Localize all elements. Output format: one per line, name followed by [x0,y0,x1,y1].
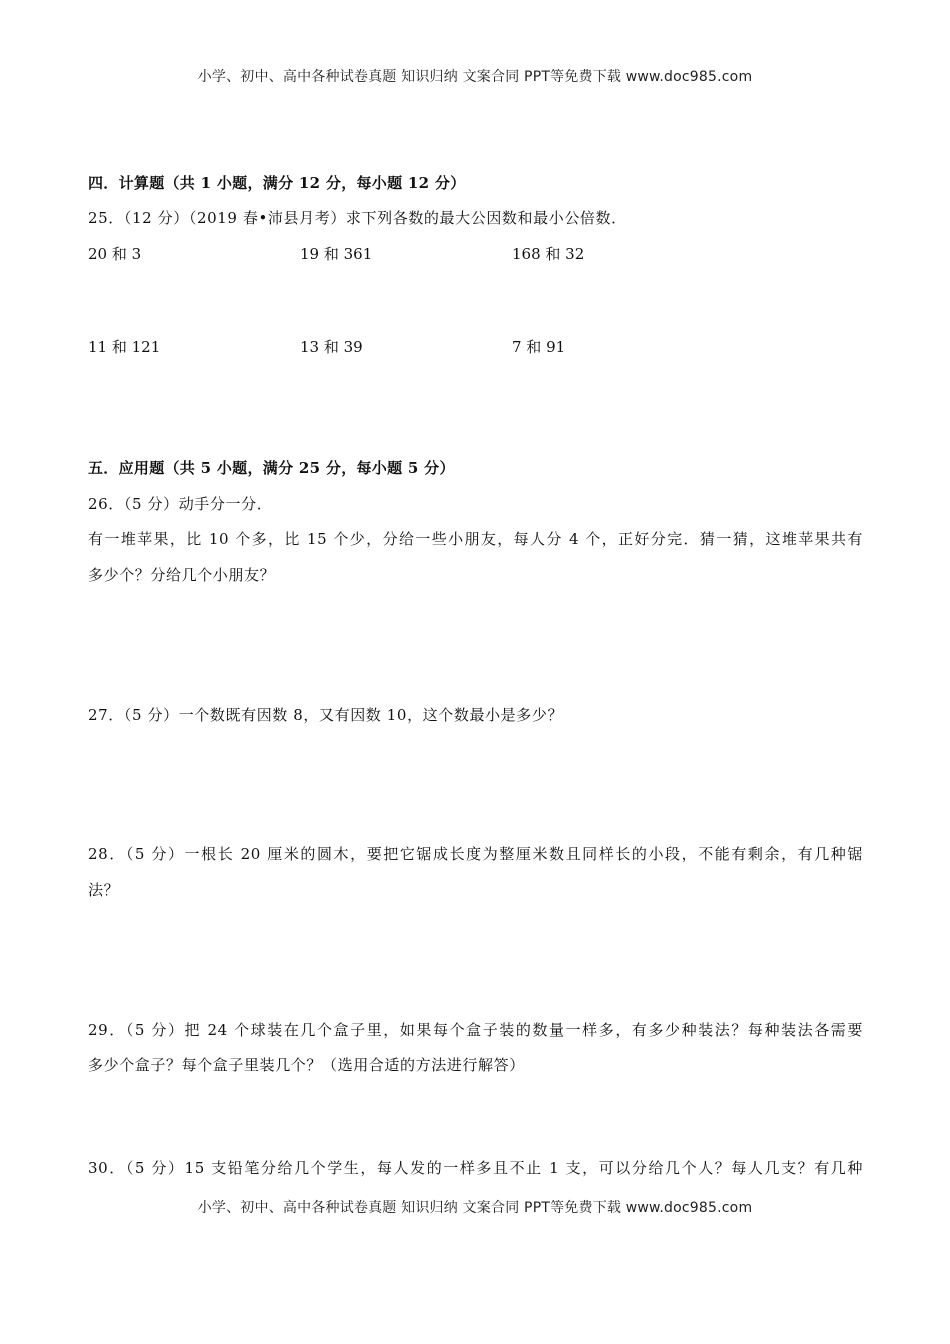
number-pair: 7 和 91 [512,338,566,356]
question-27-line: 27．（5 分）一个数既有因数 8，又有因数 10，这个数最小是多少？ [88,706,564,724]
section-title-calculation: 四．计算题（共 1 小题，满分 12 分，每小题 12 分） [88,174,466,192]
number-pair: 20 和 3 [88,245,142,263]
question-28-line: 法？ [88,881,120,899]
question-26-line: 26．（5 分）动手分一分． [88,495,273,513]
page-header-banner: 小学、初中、高中各种试卷真题 知识归纳 文案合同 PPT等免费下载 www.doc985.com [197,69,753,85]
question-26-line: 有一堆苹果，比 10 个多，比 15 个少，分给一些小朋友，每人分 4 个，正好分完．猜一猜，这堆苹果共有 [88,530,863,548]
number-pair: 11 和 121 [88,338,161,356]
section-title-application: 五．应用题（共 5 小题，满分 25 分，每小题 5 分） [88,459,455,477]
question-30-line: 30．（5 分）15 支铅笔分给几个学生，每人发的一样多且不止 1 支，可以分给几个人？每人几支？有几种 [88,1159,863,1177]
question-29-line: 29．（5 分）把 24 个球装在几个盒子里，如果每个盒子装的数量一样多，有多少种装法？每种装法各需要 [88,1021,863,1039]
number-pair: 13 和 39 [300,338,363,356]
number-pair: 168 和 32 [512,245,585,263]
question-29-line: 多少个盒子？每个盒子里装几个？（选用合适的方法进行解答） [88,1056,525,1074]
question-25-text: 25．（12 分）（2019 春•沛县月考）求下列各数的最大公因数和最小公倍数． [88,209,627,227]
page-footer-banner: 小学、初中、高中各种试卷真题 知识归纳 文案合同 PPT等免费下载 www.doc985.com [197,1200,753,1216]
question-28-line: 28．（5 分）一根长 20 厘米的圆木，要把它锯成长度为整厘米数且同样长的小段，不能有剩余，有几种锯 [88,845,863,863]
number-pair: 19 和 361 [300,245,373,263]
question-26-line: 多少个？分给几个小朋友？ [88,566,276,584]
